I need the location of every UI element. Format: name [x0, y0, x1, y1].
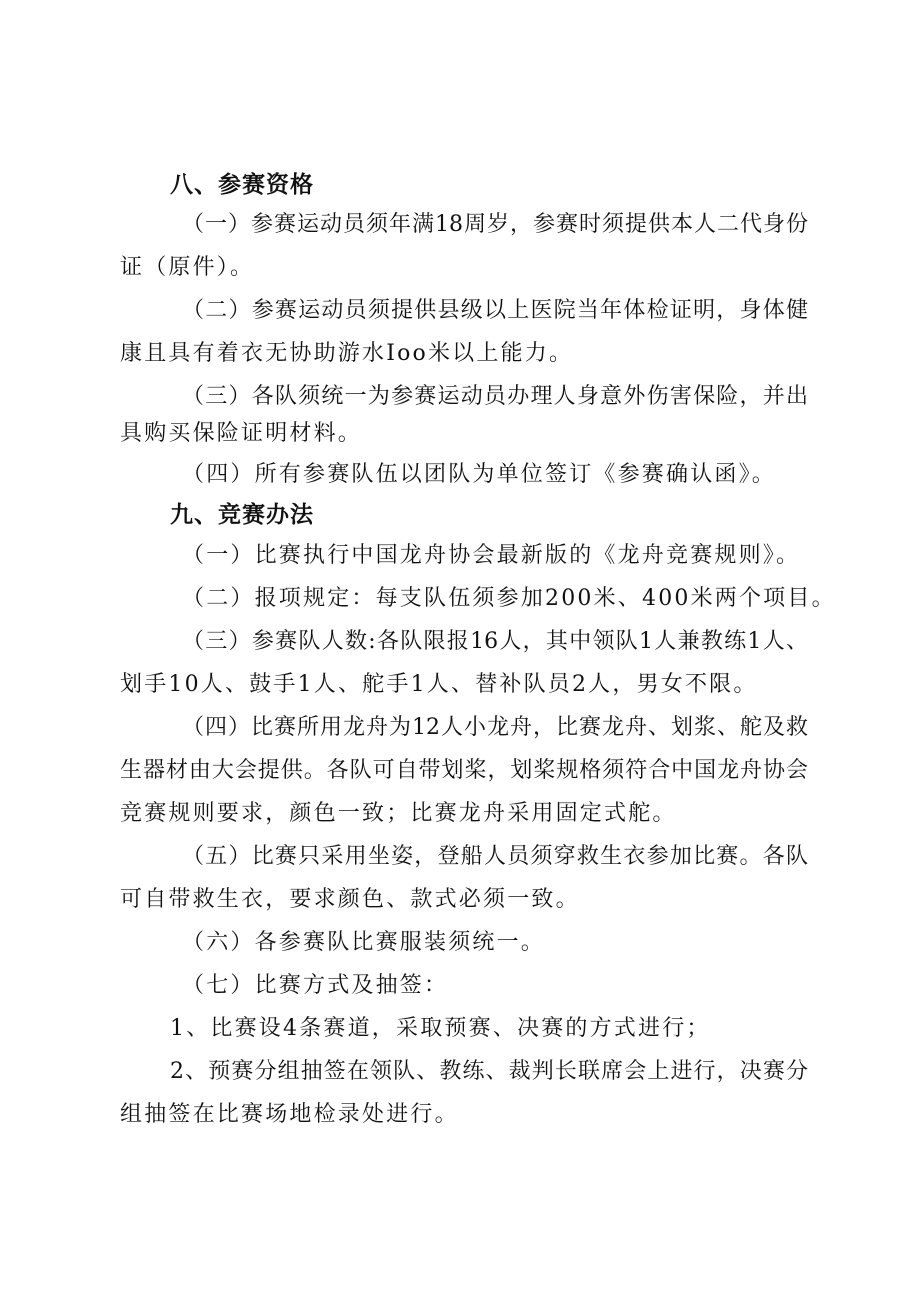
s9-para-3-line-1: （三）参赛队人数:各队限报16人，其中领队1人兼教练1人、 [182, 629, 808, 654]
s9-para-5-line-1: （五）比赛只采用坐姿，登船人员须穿救生衣参加比赛。各队 [182, 844, 808, 869]
s9-item-2-line-2: 组抽签在比赛场地检录处进行。 [120, 1102, 459, 1127]
s8-para-1-line-1: （一）参赛运动员须年满18周岁，参赛时须提供本人二代身份 [182, 212, 808, 237]
s9-para-1-line-1: （一）比赛执行中国龙舟协会最新版的《龙舟竞赛规则》。 [182, 543, 801, 568]
s8-para-2-line-1: （二）参赛运动员须提供县级以上医院当年体检证明，身体健 [182, 298, 808, 323]
s9-item-1-line-1: 1、比赛设4条赛道，采取预赛、决赛的方式进行； [170, 1016, 711, 1041]
s8-para-3-line-2: 具购买保险证明材料。 [120, 421, 363, 446]
s9-item-2-line-1: 2、预赛分组抽签在领队、教练、裁判长联席会上进行，决赛分 [170, 1059, 808, 1084]
s8-para-1-line-2: 证（原件）。 [120, 255, 255, 280]
s9-para-6-line-1: （六）各参赛队比赛服装须统一。 [182, 930, 546, 955]
s8-para-4-line-1: （四）所有参赛队伍以团队为单位签订《参赛确认函》。 [182, 462, 777, 487]
s9-para-4-line-3: 竞赛规则要求，颜色一致；比赛龙舟采用固定式舵。 [120, 801, 677, 826]
s8-para-2-line-2: 康且具有着衣无协助游水Ioo米以上能力。 [120, 341, 574, 366]
s9-para-5-line-2: 可自带救生衣，要求颜色、款式必须一致。 [120, 887, 580, 912]
section-9-heading: 九、竞赛办法 [170, 501, 314, 528]
s9-para-4-line-2: 生器材由大会提供。各队可自带划桨，划桨规格须符合中国龙舟协会 [120, 758, 808, 783]
s9-para-4-line-1: （四）比赛所用龙舟为12人小龙舟，比赛龙舟、划浆、舵及救 [182, 715, 808, 740]
s9-para-2-line-1: （二）报项规定：每支队伍须参加200米、400米两个项目。 [182, 586, 836, 611]
s9-para-3-line-2: 划手10人、鼓手1人、舵手1人、替补队员2人，男女不限。 [120, 672, 758, 697]
s8-para-3-line-1: （三）各队须统一为参赛运动员办理人身意外伤害保险，并出 [182, 384, 808, 409]
s9-para-7-line-1: （七）比赛方式及抽签： [182, 973, 449, 998]
section-8-heading: 八、参赛资格 [170, 171, 314, 198]
